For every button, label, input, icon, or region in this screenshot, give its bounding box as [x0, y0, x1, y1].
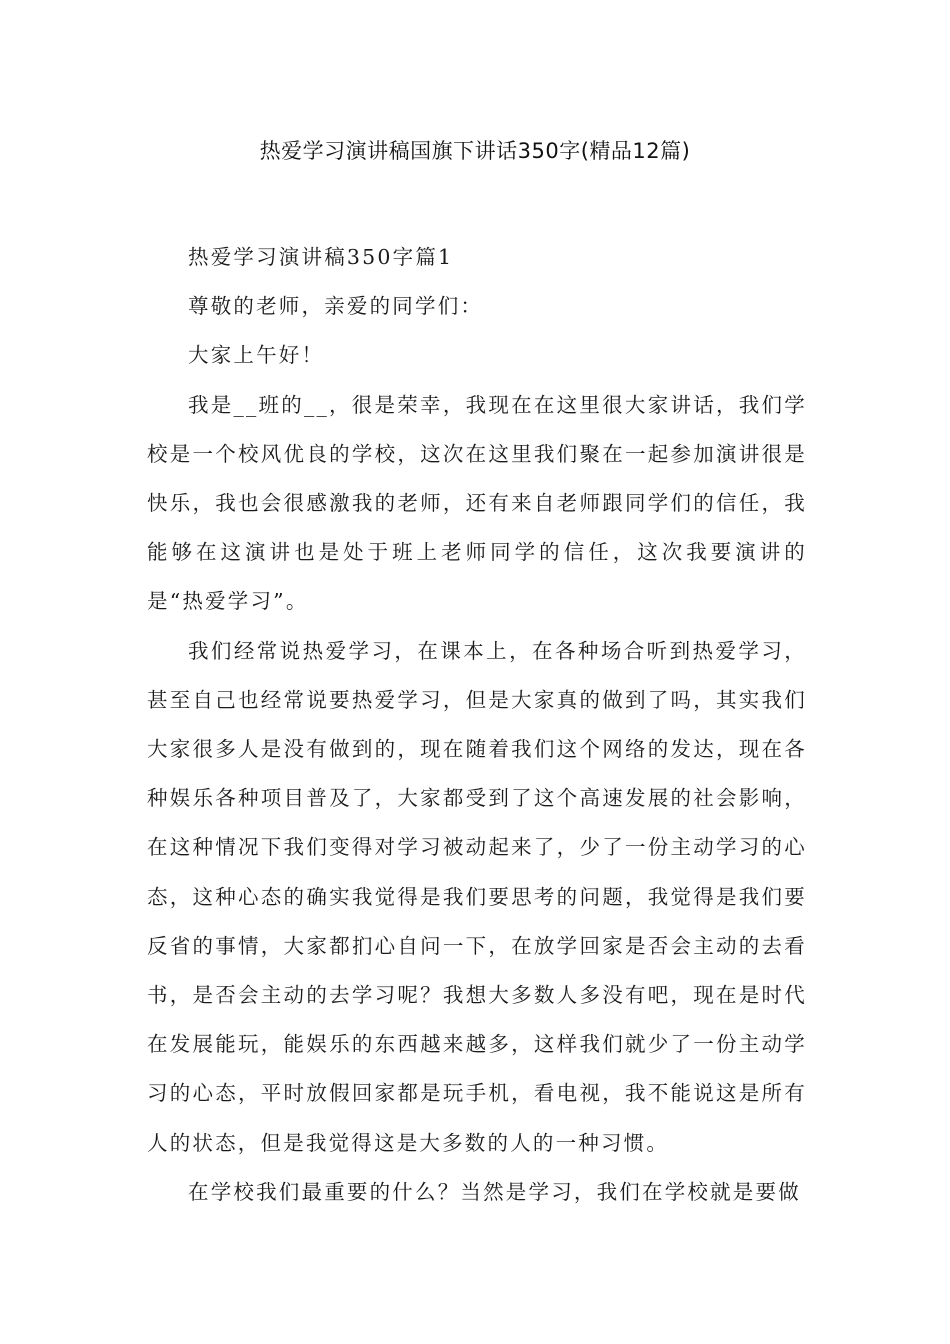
document-body: [147, 233, 807, 1217]
greeting: 大家上午好！: [188, 343, 325, 368]
paragraph-intro: 我是__班的__，很是荣幸，我现在在这里很大家讲话，我们学校是一个校风优良的学校，这次在这里我们聚在一起参加演讲很是快乐，我也会很感激我的老师，还有来自老师跟同学们的信任，我能够在这演讲也是处于班上老师同学的信任，这次我要演讲的是“热爱学习”。: [147, 392, 807, 614]
section-heading: 热爱学习演讲稿350字篇1: [188, 245, 454, 269]
document-title: 热爱学习演讲稿国旗下讲话350字(精品12篇): [259, 139, 691, 163]
paragraph-main: 我们经常说热爱学习，在课本上，在各种场合听到热爱学习，甚至自己也经常说要热爱学习，但是大家真的做到了吗，其实我们大家很多人是没有做到的，现在随着我们这个网络的发达，现在各种娱乐各种项目普及了，大家都受到了这个高速发展的社会影响，在这种情况下我们变得对学习被动起来了，少了一份主动学习的心态，这种心态的确实我觉得是我们要思考的问题，我觉得是我们要反省的事情，大家都扪心自问一下，在放学回家是否会主动的去看书，是否会主动的去学习呢？我想大多数人多没有吧，现在是时代在发展能玩，能娱乐的东西越来越多，这样我们就少了一份主动学习的心态，平时放假回家都是玩手机，看电视，我不能说这是所有人的状态，但是我觉得这是大多数的人的一种习惯。: [147, 638, 807, 1155]
salutation: 尊敬的老师，亲爱的同学们：: [188, 294, 484, 319]
paragraph-continued: 在学校我们最重要的什么？当然是学习，我们在学校就是要做: [188, 1179, 801, 1204]
